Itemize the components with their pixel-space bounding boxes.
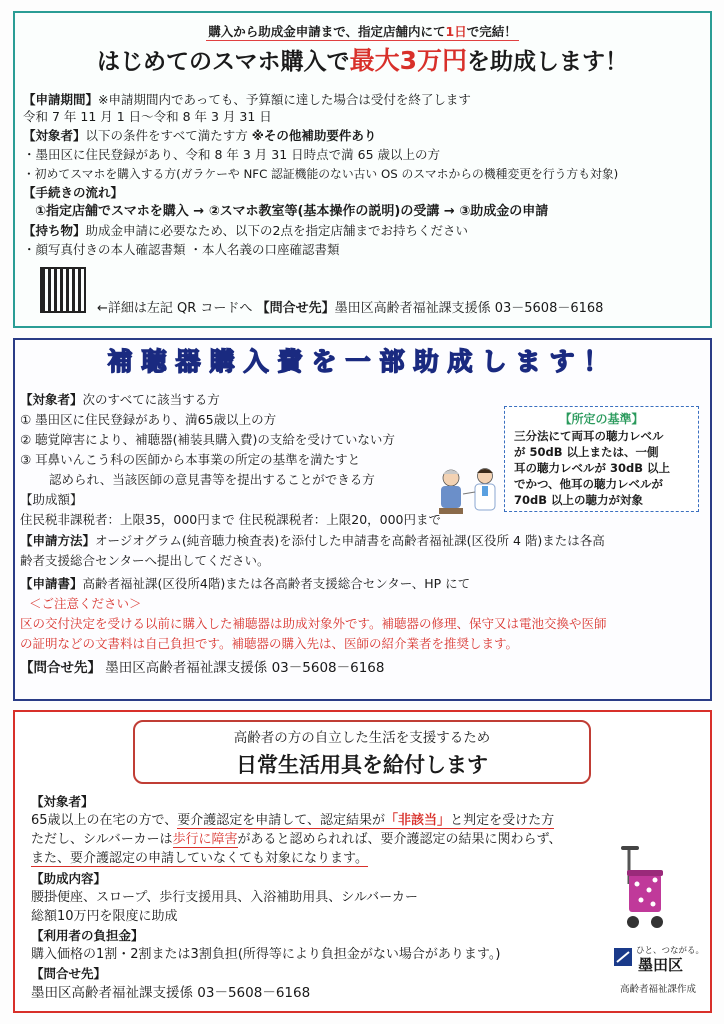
burden-text: 購入価格の1割・2割または3割負担(所得等により負担金がない場合があります。) — [31, 947, 501, 962]
items-list: ・顔写真付きの本人確認書類 ・本人名義の口座確認書類 — [23, 242, 340, 257]
criteria-title: 【所定の基準】 — [559, 412, 644, 426]
logo-name: 墨田区 — [638, 956, 684, 974]
contact-heading: 【問合せ先】 — [20, 660, 101, 676]
target-heading: 【対象者】 — [23, 128, 86, 143]
tagline-highlight: 1日 — [445, 24, 467, 39]
criteria-box — [504, 406, 699, 512]
target-text-1b: 要介護認定を申請して、認定結果が — [177, 813, 386, 828]
caution-text-1: 区の交付決定を受ける以前に購入した補聴器は助成対象外です。補聴器の修理、保守又は電池交換や医師 — [20, 616, 607, 631]
period-line — [23, 92, 471, 108]
qr-pointer-text: ←詳細は左記 QR コードへ — [97, 301, 253, 316]
criteria-line-3: 耳の聴力レベルが 30dB 以上 — [514, 461, 671, 475]
items-heading: 【持ち物】 — [23, 223, 86, 238]
tagline-text: 購入から助成金申請まで、指定店舗内にて — [208, 24, 446, 39]
title-end: を助成します！ — [466, 49, 628, 75]
contact-line — [97, 301, 603, 317]
target-text: 次のすべてに該当する方 — [82, 392, 220, 407]
target-line — [23, 128, 376, 144]
amount-text: 住民税非課税者：上限35，000円まで 住民税課税者：上限20，000円まで — [20, 512, 442, 527]
target-item-1: ① 墨田区に住民登録があり、満65歳以上の方 — [20, 412, 277, 427]
content-heading: 【助成内容】 — [31, 871, 107, 886]
caution-heading: ＜ご注意ください＞ — [29, 596, 142, 611]
flow-heading: 【手続きの流れ】 — [23, 185, 124, 200]
form-text: 高齢者福祉課(区役所4階)または各高齢者支援総合センター、HP にて — [82, 576, 471, 591]
title-highlight: 最大3万円 — [349, 46, 467, 75]
period-note: ※申請期間内であっても、予算額に達した場合は受付を終了します — [98, 92, 471, 107]
target-text-2c: があると認められれば、要介護認定の結果に関わらず、 — [237, 832, 562, 847]
target-text-3-content: また、要介護認定の申請していなくても対象になります。 — [31, 851, 368, 866]
amount-heading: 【助成額】 — [20, 492, 83, 507]
content-text-1: 腰掛便座、スロープ、歩行支援用具、入浴補助用具、シルバーカー — [31, 890, 418, 905]
section-banner — [133, 720, 591, 784]
hearing-aid-section — [13, 338, 712, 701]
items-text: 助成金申請に必要なため、以下の2点を指定店舗までお持ちください — [85, 223, 468, 238]
section-title: 日常生活用具を給付します — [236, 753, 488, 777]
criteria-line-1: 三分法にて両耳の聴力レベル — [514, 429, 664, 443]
period-heading: 【申請期間】 — [23, 92, 99, 107]
target-note: ※その他補助要件あり — [251, 128, 377, 143]
target-line — [20, 392, 220, 408]
criteria-line-2: が 50dB 以上または、一側 — [514, 445, 659, 459]
method-text-2: 齢者支援総合センターへ提出してください。 — [20, 553, 270, 568]
tagline-end: で完結！ — [466, 24, 517, 39]
contact-heading: 【問合せ先】 — [31, 966, 107, 981]
section-subtitle: 高齢者の方の自立した生活を支援するため — [233, 730, 491, 746]
target-text-1 — [31, 813, 554, 829]
target-text-3 — [31, 851, 368, 867]
target-item-1: ・墨田区に住民登録があり、令和 8 年 3 月 31 日時点で満 65 歳以上の方 — [23, 147, 441, 162]
target-item-2: ② 聴覚障害により、補聴器(補装具購入費)の支給を受けていない方 — [20, 432, 395, 447]
contact-line — [20, 660, 384, 676]
target-text-2 — [31, 832, 562, 848]
target-text-2a: ただし、シルバーカーは — [31, 832, 173, 847]
daily-living-aids-section — [13, 710, 712, 1013]
tagline — [15, 24, 710, 40]
period-dates: 令和 7 年 11 月 1 日～令和 8 年 3 月 31 日 — [23, 109, 272, 124]
contact-text: 墨田区高齢者福祉課支援係 03－5608－6168 — [105, 660, 385, 676]
target-item-3b: 認められ、当該医師の意見書等を提出することができる方 — [49, 472, 375, 487]
qr-code-icon[interactable] — [40, 267, 86, 313]
target-item-3a: ③ 耳鼻いんこう科の医師から本事業の所定の基準を満たすと — [20, 452, 361, 467]
walking-impairment-highlight: 歩行に障害 — [172, 832, 238, 847]
criteria-line-4: でかつ、他耳の聴力レベルが — [514, 477, 664, 491]
items-line — [23, 223, 468, 239]
doctor-patient-illustration-icon — [433, 464, 505, 516]
criteria-line-5: 70dB 以上の聴力が対象 — [514, 493, 644, 507]
contact-text: 墨田区高齢者福祉課支援係 03－5608－6168 — [334, 301, 604, 316]
silver-car-icon — [615, 844, 671, 930]
method-text-1: オージオグラム(純音聴力検査表)を添付した申請書を高齢者福祉課(区役所 4 階)または各高 — [95, 533, 605, 548]
target-item-2: ・初めてスマホを購入する方(ガラケーや NFC 認証機能のない古い OS のスマホからの機種変更を行う方も対象) — [23, 167, 619, 181]
city-emblem-icon — [614, 948, 632, 966]
contact-text: 墨田区高齢者福祉課支援係 03－5608－6168 — [31, 985, 311, 1001]
section-title: 補聴器購入費を一部助成します！ — [107, 347, 618, 376]
smartphone-subsidy-section — [13, 11, 712, 328]
form-heading: 【申請書】 — [20, 576, 83, 591]
logo-tagline: ひと、つながる。 — [636, 946, 705, 956]
target-text-1d: と判定を受けた方 — [450, 813, 555, 828]
sumida-city-logo — [612, 944, 707, 1002]
contact-heading: 【問合せ先】 — [256, 301, 335, 316]
title-text: はじめてのスマホ購入で — [97, 49, 350, 75]
caution-text-2: の証明などの文書料は自己負担です。補聴器の購入先は、医師の紹介業者を推奨します。 — [20, 636, 519, 651]
target-heading: 【対象者】 — [20, 392, 83, 407]
content-text-2: 総額10万円を限度に助成 — [31, 909, 178, 924]
form-line — [20, 576, 470, 592]
target-text: 以下の条件をすべて満たす方 — [85, 128, 248, 143]
target-heading: 【対象者】 — [31, 794, 94, 809]
method-line — [20, 533, 605, 549]
burden-heading: 【利用者の負担金】 — [31, 928, 144, 943]
section-title — [15, 45, 710, 78]
flow-steps: ①指定店舗でスマホを購入 → ②スマホ教室等(基本操作の説明)の受講 → ③助成金の申請 — [35, 204, 549, 219]
logo-department: 高齢者福祉課作成 — [620, 984, 697, 995]
non-applicable-highlight: 「非該当」 — [385, 813, 451, 828]
target-text-1a: 65歳以上の在宅の方で、 — [31, 813, 178, 828]
method-heading: 【申請方法】 — [20, 533, 96, 548]
